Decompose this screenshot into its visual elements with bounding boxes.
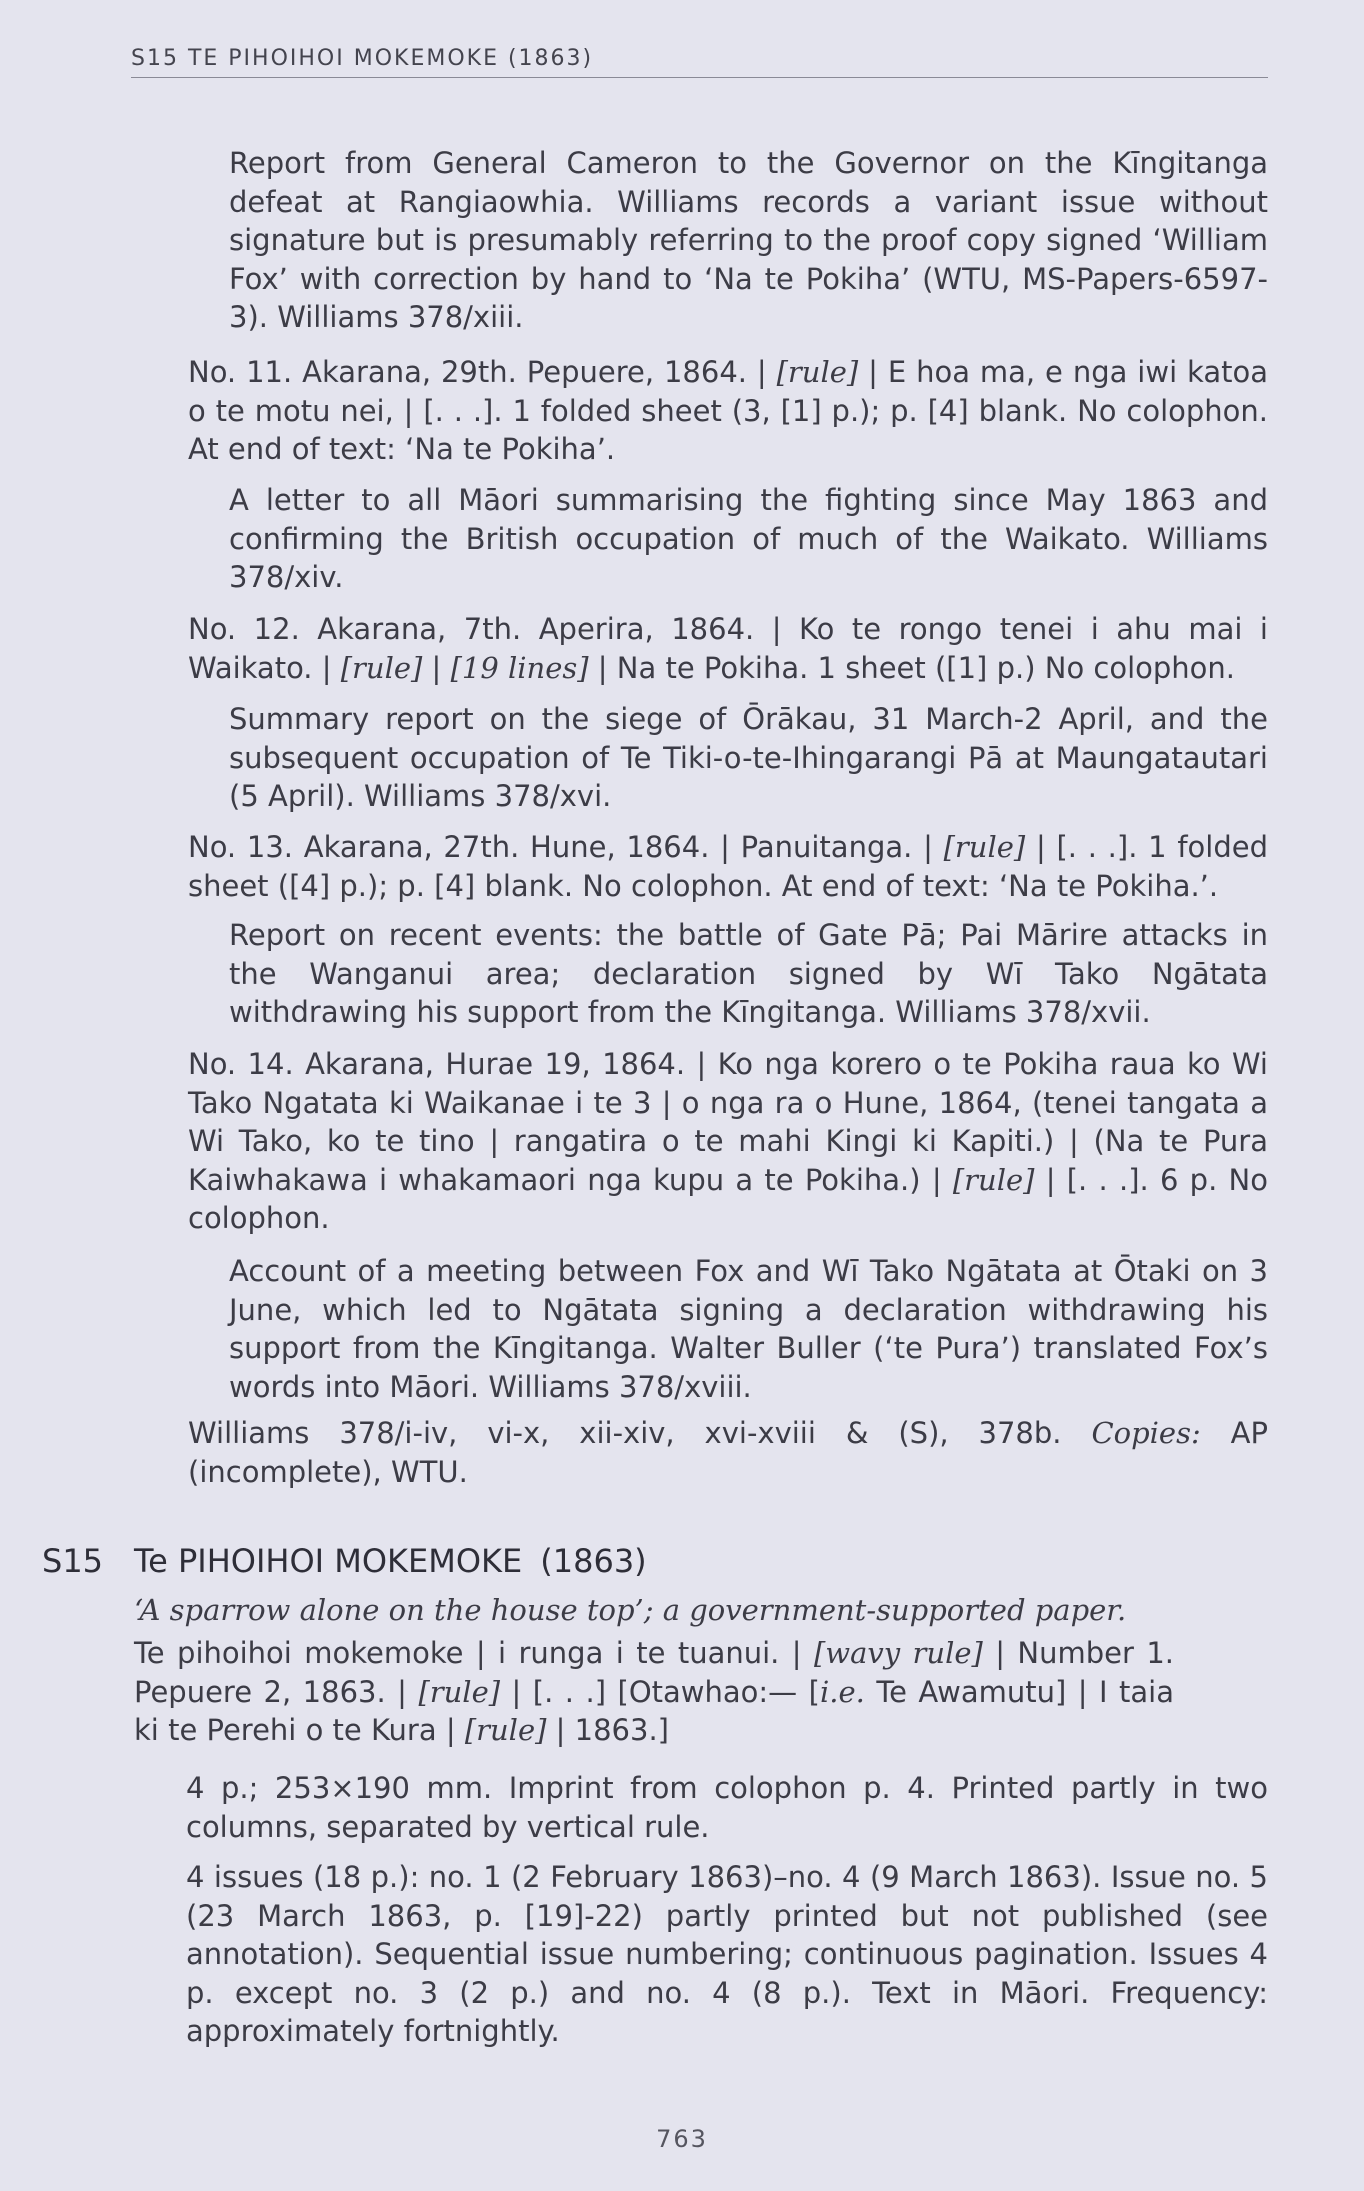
text-run: i.e. (819, 1674, 865, 1709)
entry-title: Te PIHOIHOI MOKEMOKE (134, 1542, 523, 1580)
text-run: [rule] (952, 1162, 1035, 1197)
annotation-paragraph: Report on recent events: the battle of Gate Pā; Pai Mārire attacks in the Wanganui area; declaration signed by Wī Tako Ngātata withdrawing his support from the Kīngitanga. Williams 378/xvii. (229, 918, 1268, 1029)
physical-description: 4 p.; 253×190 mm. Imprint from colophon p. 4. Printed partly in two columns, separated by vertical rule. (186, 1771, 1268, 1844)
text-run: Te pihoihoi mokemoke | i runga i te tuanui. | (134, 1636, 814, 1670)
running-head: S15 TE PIHOIHOI MOKEMOKE (1863) (131, 46, 1268, 78)
issue-entry-no-13 (188, 828, 1268, 905)
text-run: | 1863.] (546, 1713, 669, 1747)
copies-label: Copies: (1091, 1416, 1201, 1450)
annotation-paragraph: Summary report on the siege of Ōrākau, 31 March-2 April, and the subsequent occupation of Te Tiki-o-te-Ihingarangi Pā at Maungatautari (5 April). Williams 378/xvi. (229, 702, 1268, 813)
text-run: AP (incomplete), WTU. (188, 1416, 1268, 1489)
annotation-paragraph: A letter to all Māori summarising the fighting since May 1863 and confirming the British occupation of much of the Waikato. Williams 378/xiv. (229, 483, 1268, 594)
text-run: No. 14. Akarana, Hurae 19, 1864. | Ko nga korero o te Pokiha raua ko Wi Tako Ngatata ki Waikanae i te 3 | o nga ra o Hune, 1864, (tenei tangata a Wi Tako, ko te tino | rangatira o te mahi Kingi ki Kapiti.) | (Na te Pura Kaiwhakawa i whakamaori nga kupu a te Pokiha.) | (188, 1047, 1268, 1197)
text-run: [rule] (340, 650, 423, 685)
copies-paragraph (188, 1414, 1268, 1491)
entry-heading (134, 1541, 1268, 1581)
text-run: [19 lines] (450, 650, 589, 685)
entry-subtitle (134, 1591, 1174, 1630)
entry-code: S15 (42, 1542, 104, 1580)
issue-entry-no-14 (188, 1045, 1268, 1238)
text-run: | E hoa ma, e nga iwi katoa o te motu nei, | [. . .]. 1 folded sheet (3, [1] p.); p. [4] blank. No colophon. At end of text: ‘Na te Pokiha’. (188, 355, 1268, 466)
issue-entry-no-12 (188, 610, 1268, 687)
text-run: Te Awamutu] | I taia ki te Perehi o te Kura | (134, 1674, 1175, 1747)
text-run: No. 11. Akarana, 29th. Pepuere, 1864. | (188, 355, 777, 389)
issues-description: 4 issues (18 p.): no. 1 (2 February 1863)–no. 4 (9 March 1863). Issue no. 5 (23 March 1863, p. [19]-22) partly printed but not published (see annotation). Sequential issue numbering; continuous pagination. Issues 4 p. except no. 3 (2 p.) and no. 4 (8 p.). Text in Māori. Frequency: approximately fortnightly. (186, 1860, 1268, 2048)
text-run: No. 13. Akarana, 27th. Hune, 1864. | Panuitanga. | (188, 830, 944, 864)
text-run: No. 12. Akarana, 7th. Aperira, 1864. | Ko te rongo tenei i ahu mai i Waikato. | (188, 612, 1268, 685)
entry-transcription (134, 1634, 1174, 1750)
text-run: [rule] (776, 355, 859, 389)
text-run: [rule] (943, 830, 1026, 864)
text-run: | [. . .] [Otawhao:— [ (500, 1674, 820, 1709)
text-run: [rule] (464, 1713, 547, 1747)
text-run: | [. . .]. 6 p. No colophon. (188, 1162, 1268, 1235)
text-run: [wavy rule] (813, 1636, 983, 1670)
text-run: Williams 378/i-iv, vi-x, xii-xiv, xvi-xviii & (S), 378b. (188, 1416, 1092, 1450)
text-run: | Na te Pokiha. 1 sheet ([1] p.) No colophon. (588, 650, 1236, 685)
text-run: | [. . .]. 1 folded sheet ([4] p.); p. [4] blank. No colophon. At end of text: ‘Na te Pokiha.’. (188, 830, 1269, 903)
annotation-paragraph: Report from General Cameron to the Governor on the Kīngitanga defeat at Rangiaowhia. Williams records a variant issue without signature but is presumably referring to the proof copy signed ‘William Fox’ with correction by hand to ‘Na te Pokiha’ (WTU, MS-Papers-6597-3). Williams 378/xiii. (229, 146, 1268, 334)
entry-date: (1863) (540, 1542, 647, 1580)
text-run: | Number 1. Pepuere 2, 1863. | (134, 1636, 1174, 1709)
issue-entry-no-11 (188, 353, 1268, 469)
text-run: | (422, 650, 451, 685)
text-run: [rule] (418, 1674, 501, 1709)
text-run: ‘A sparrow alone on the house top’; a government-supported paper. (134, 1593, 1127, 1627)
page-number: 763 (656, 2125, 708, 2153)
annotation-paragraph: Account of a meeting between Fox and Wī Tako Ngātata at Ōtaki on 3 June, which led to Ngātata signing a declaration withdrawing his support from the Kīngitanga. Walter Buller (‘te Pura’) translated Fox’s words into Māori. Williams 378/xviii. (229, 1254, 1268, 1404)
